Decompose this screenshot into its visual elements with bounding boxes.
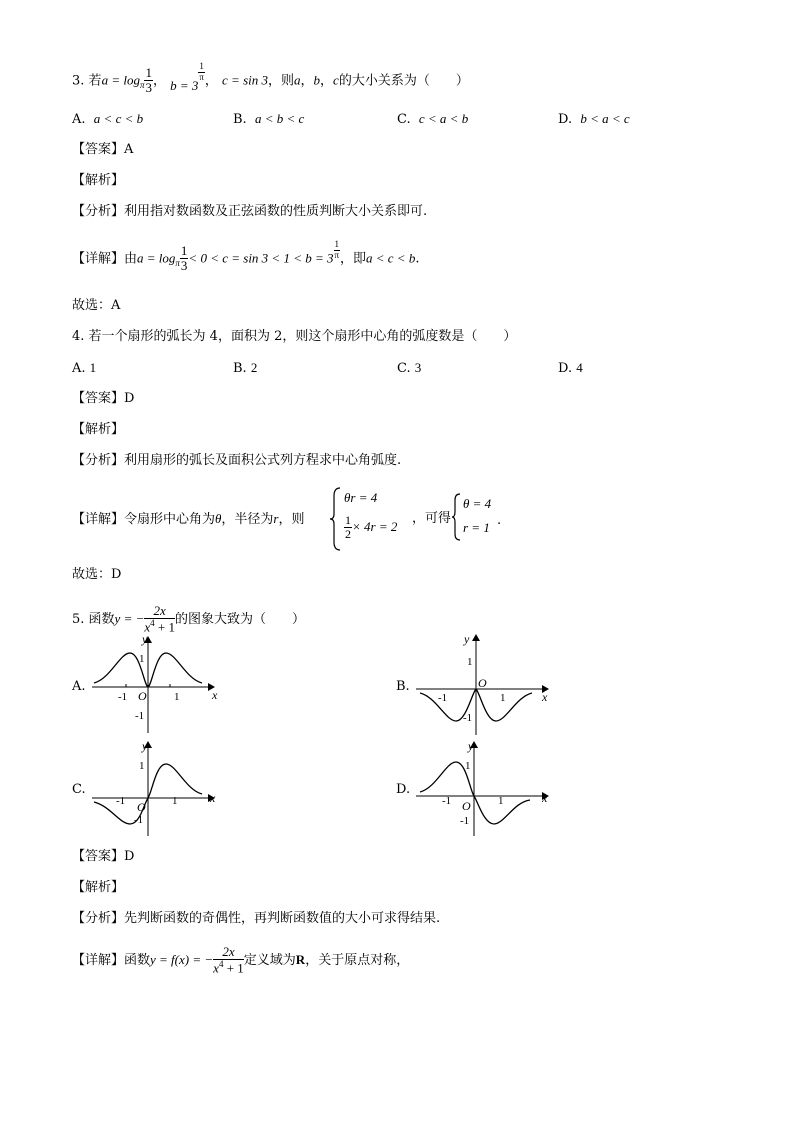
q3-fenxi: 【分析】利用指对数函数及正弦函数的性质判断大小关系即可. bbox=[72, 204, 428, 219]
svg-text:1: 1 bbox=[139, 760, 145, 772]
svg-text:x: x bbox=[542, 791, 548, 805]
q3-b-exponent: 1 π bbox=[199, 61, 204, 82]
graph-b-label: B. bbox=[396, 679, 410, 694]
svg-text:O: O bbox=[138, 689, 147, 703]
svg-text:1: 1 bbox=[467, 656, 473, 668]
svg-text:1: 1 bbox=[498, 795, 504, 807]
q5-function-fraction: $\frac{2x}{x^4 + 1}$ bbox=[144, 603, 175, 635]
graph-d bbox=[412, 738, 557, 838]
graph-c bbox=[90, 738, 220, 838]
svg-text:x: x bbox=[542, 690, 548, 704]
q4-option-a: A. 1 bbox=[72, 360, 97, 376]
svg-text:-1: -1 bbox=[463, 712, 473, 724]
svg-text:-1: -1 bbox=[460, 815, 470, 827]
q3-a-fraction: $\frac{1}{3}$ bbox=[145, 65, 152, 96]
q3-option-b: B. a < b < c bbox=[233, 111, 305, 127]
graph-a bbox=[90, 631, 220, 736]
q4-option-c: C. 3 bbox=[397, 360, 422, 376]
q5-stem: 5. 函数y = − $\frac{2x}{x^4 + 1}$ 的图象大致为（ ） bbox=[72, 603, 306, 635]
q4-fenxi: 【分析】利用扇形的弧长及面积公式列方程求中心角弧度. bbox=[72, 453, 402, 468]
svg-text:1: 1 bbox=[465, 760, 471, 772]
q3-option-d: D. b < a < c bbox=[558, 111, 630, 127]
q3-jiexi: 【解析】 bbox=[72, 173, 125, 188]
svg-text:1: 1 bbox=[172, 795, 178, 807]
q4-choice: 故选：D bbox=[72, 567, 122, 582]
q4-answer: 【答案】D bbox=[72, 391, 135, 406]
q4-stem: 4. 若一个扇形的弧长为 4，面积为 2，则这个扇形中心角的弧度数是（ ） bbox=[72, 329, 517, 344]
graph-a-label: A. bbox=[72, 679, 86, 694]
q3-xiangjie: 【详解】由$a = \log_\pi$ $\frac{1}{3}$ < 0 < c = sin 3 < 1 < b = 3 $^{\frac{1}{\pi}}$ ，即a < c < b. bbox=[72, 239, 420, 274]
q3-answer: 【答案】A bbox=[72, 142, 134, 157]
q4-xiangjie-d: ，可得 bbox=[412, 511, 452, 526]
q5-fenxi: 【分析】先判断函数的奇偶性，再判断函数值的大小可求得结果. bbox=[72, 911, 441, 926]
brace-icon bbox=[452, 492, 462, 542]
svg-text:-1: -1 bbox=[134, 814, 144, 826]
q4-jiexi: 【解析】 bbox=[72, 422, 125, 437]
q5-jiexi: 【解析】 bbox=[72, 880, 125, 895]
svg-text:-1: -1 bbox=[116, 795, 126, 807]
q4-option-d: D. 4 bbox=[558, 360, 583, 376]
brace-icon bbox=[330, 486, 342, 552]
svg-text:-1: -1 bbox=[118, 691, 128, 703]
q5-answer: 【答案】D bbox=[72, 849, 135, 864]
svg-text:y: y bbox=[468, 739, 474, 753]
svg-text:y: y bbox=[464, 632, 470, 646]
graph-b bbox=[412, 631, 557, 736]
q5-xiangjie: 【详解】函数y = f(x) = − $\frac{2x}{x^4 + 1}$ 定义域为R，关于原点对称， bbox=[72, 944, 410, 976]
graph-d-label: D. bbox=[396, 782, 411, 797]
svg-text:1: 1 bbox=[139, 653, 145, 665]
svg-text:x: x bbox=[212, 688, 218, 702]
q3-choice: 故选：A bbox=[72, 298, 121, 313]
q4-option-b: B. 2 bbox=[233, 360, 258, 376]
svg-text:y: y bbox=[142, 739, 148, 753]
svg-text:O: O bbox=[462, 799, 471, 813]
q4-xiangjie: 【详解】令扇形中心角为θ，半径为r，则 bbox=[72, 511, 305, 527]
svg-text:O: O bbox=[137, 800, 146, 814]
q3-option-c: C. c < a < b bbox=[397, 111, 469, 127]
svg-text:-1: -1 bbox=[438, 692, 448, 704]
svg-text:1: 1 bbox=[174, 691, 180, 703]
q3-option-a: A. a < c < b bbox=[72, 111, 144, 127]
svg-text:-1: -1 bbox=[442, 795, 452, 807]
q4-equation-system-1: θr = 4 $\frac{1}{2}$ × 4r = 2 bbox=[330, 486, 410, 552]
svg-text:x: x bbox=[210, 791, 216, 805]
q4-equation-system-2: θ = 4 r = 1 bbox=[452, 492, 512, 542]
graph-c-label: C. bbox=[72, 782, 86, 797]
svg-text:y: y bbox=[142, 632, 148, 646]
svg-text:1: 1 bbox=[500, 692, 506, 704]
q3-stem: 3. 若$a = \log_\pi$ $\frac{1}{3}$ ， b = 3 $^{\frac{1}{\pi}}$ ， c = sin 3，则a，b，c的大小关系为（ ） bbox=[72, 61, 469, 96]
svg-text:O: O bbox=[478, 676, 487, 690]
svg-text:-1: -1 bbox=[135, 710, 145, 722]
